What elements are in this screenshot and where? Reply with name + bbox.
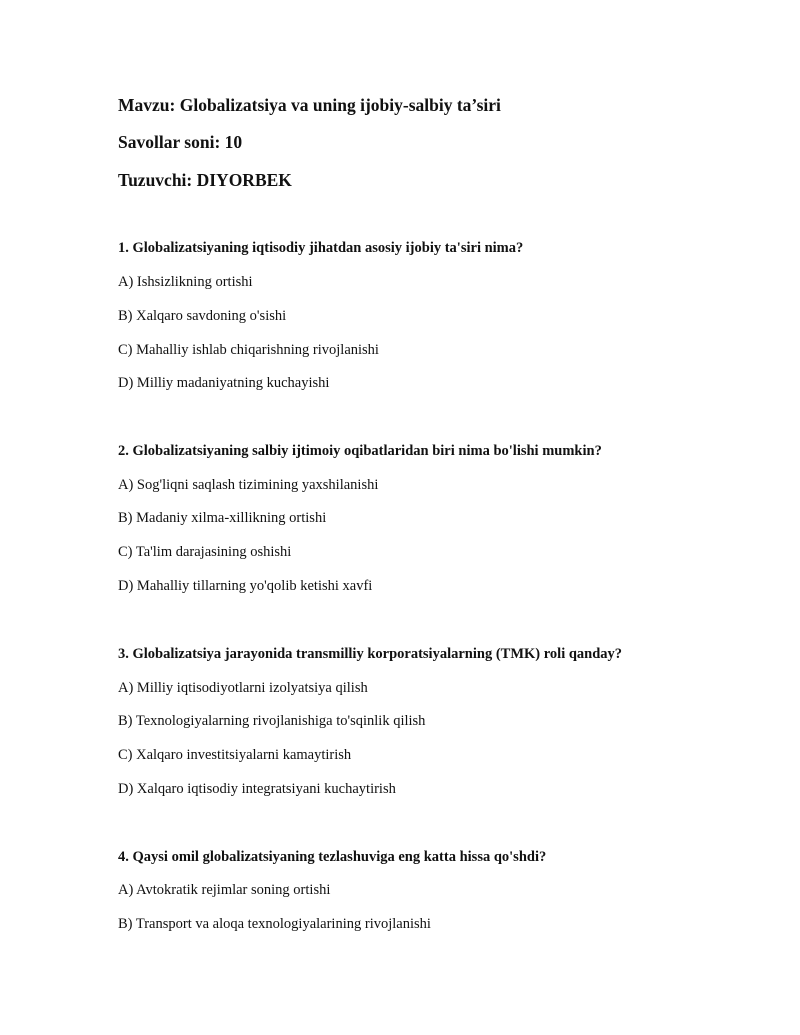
question-2-option-b: B) Madaniy xilma-xillikning ortishi <box>118 510 327 526</box>
question-1-option-d: D) Milliy madaniyatning kuchayishi <box>118 375 330 391</box>
question-3-option-a: A) Milliy iqtisodiyotlarni izolyatsiya qilish <box>118 680 368 696</box>
topic-heading: Mavzu: Globalizatsiya va uning ijobiy-salbiy ta’siri <box>118 95 501 115</box>
question-1-option-a: A) Ishsizlikning ortishi <box>118 274 253 290</box>
question-1: 1. Globalizatsiyaning iqtisodiy jihatdan asosiy ijobiy ta'siri nima? <box>118 240 524 256</box>
question-3: 3. Globalizatsiya jarayonida transmilliy korporatsiyalarning (TMK) roli qanday? <box>118 646 623 662</box>
question-count-heading: Savollar soni: 10 <box>118 132 243 152</box>
question-1-option-c: C) Mahalliy ishlab chiqarishning rivojlanishi <box>118 342 379 358</box>
question-3-option-d: D) Xalqaro iqtisodiy integratsiyani kuchaytirish <box>118 781 396 797</box>
question-2-option-a: A) Sog'liqni saqlash tizimining yaxshilanishi <box>118 477 379 493</box>
question-3-option-b: B) Texnologiyalarning rivojlanishiga to'sqinlik qilish <box>118 713 426 729</box>
question-2: 2. Globalizatsiyaning salbiy ijtimoiy oqibatlaridan biri nima bo'lishi mumkin? <box>118 443 602 459</box>
question-2-option-d: D) Mahalliy tillarning yo'qolib ketishi xavfi <box>118 578 373 594</box>
question-3-option-c: C) Xalqaro investitsiyalarni kamaytirish <box>118 747 352 763</box>
question-4-option-a: A) Avtokratik rejimlar soning ortishi <box>118 882 331 898</box>
question-1-option-b: B) Xalqaro savdoning o'sishi <box>118 308 287 324</box>
question-2-option-c: C) Ta'lim darajasining oshishi <box>118 544 292 560</box>
question-4-option-b: B) Transport va aloqa texnologiyalarining rivojlanishi <box>118 916 431 932</box>
question-4: 4. Qaysi omil globalizatsiyaning tezlashuviga eng katta hissa qo'shdi? <box>118 849 547 865</box>
author-heading: Tuzuvchi: DIYORBEK <box>118 170 292 190</box>
